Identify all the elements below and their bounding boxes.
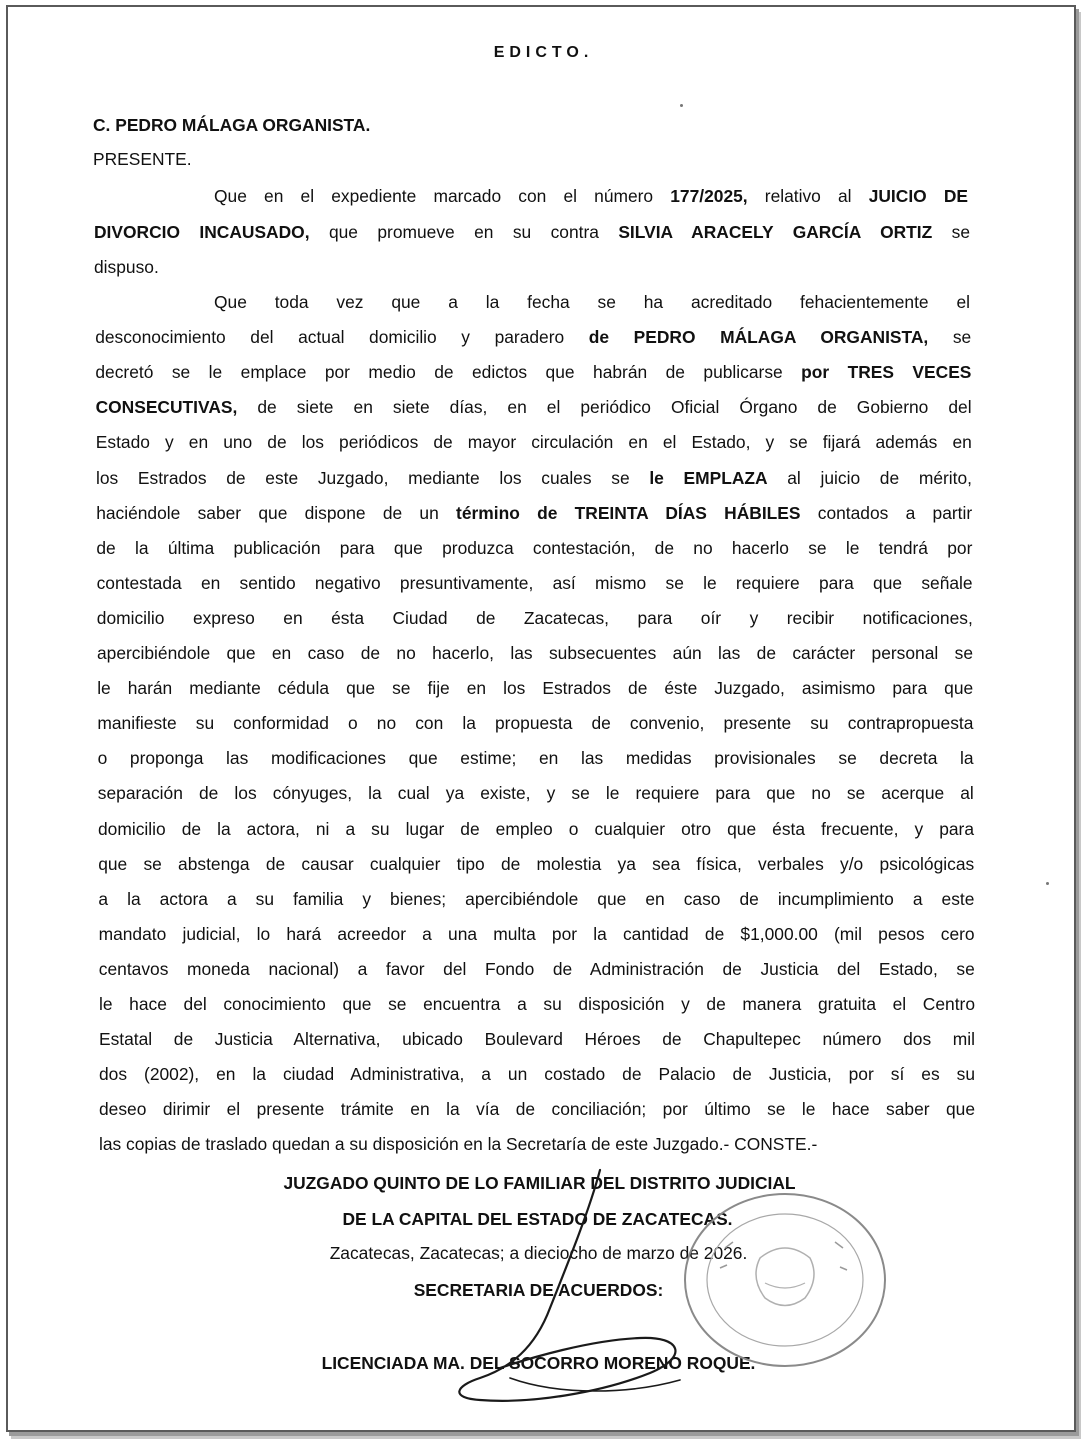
text-run: de la última publicación para que produzca contestación, de no hacerlo se le tendrá por [96, 537, 973, 558]
para2-line [95, 361, 971, 383]
text-run: contados a partir [800, 502, 973, 523]
text-run: término de TREINTA DÍAS HÁBILES [456, 502, 801, 523]
text-run: Que en el expediente marcado con el número [214, 186, 671, 206]
para2-line [97, 642, 973, 664]
text-run: las copias de traslado quedan a su disposición en la Secretaría de este Juzgado.- CONSTE.- [99, 1134, 818, 1155]
text-run: se [928, 327, 972, 348]
para2-line [97, 677, 973, 699]
text-run: centavos moneda nacional) a favor del Fondo de Administración de Justicia del Estado, se [98, 958, 975, 979]
text-run: Estado y en uno de los periódicos de mayor circulación en el Estado, y se fijará además en [95, 432, 972, 453]
para2-line [96, 467, 972, 489]
text-run: que promueve en su contra [309, 221, 619, 242]
para2-line [99, 923, 975, 945]
text-run: manifieste su conformidad o no con la propuesta de convenio, presente su contrapropuesta [97, 713, 974, 734]
text-run: de PEDRO MÁLAGA ORGANISTA, [588, 327, 929, 348]
text-run: DIVORCIO INCAUSADO, [94, 221, 310, 242]
para2-line [99, 1063, 975, 1085]
text-run: domicilio de la actora, ni a su lugar de empleo o cualquier otro que ésta frecuente, y para [98, 818, 974, 839]
para2-line [97, 607, 973, 629]
para2-line [99, 1098, 975, 1120]
text-run: los Estrados de este Juzgado, mediante los cuales se [96, 467, 650, 488]
text-run: a la actora a su familia y bienes; apercibiéndole que en caso de incumplimiento a este [98, 888, 975, 909]
para2-line [99, 1028, 975, 1050]
text-run: Estatal de Justicia Alternativa, ubicado Boulevard Héroes de Chapultepec número dos mil [99, 1029, 975, 1050]
para2-line [97, 572, 973, 594]
court-name-line-1: JUZGADO QUINTO DE LO FAMILIAR DEL DISTRITO JUDICIAL [283, 1173, 796, 1193]
text-run: le hace del conocimiento que se encuentra a su disposición y de manera gratuita el Centro [99, 994, 975, 1014]
para2-line [98, 853, 974, 875]
para2-line [98, 782, 974, 804]
para1-line [214, 185, 968, 207]
para2-line [96, 396, 972, 418]
para2-line [96, 502, 972, 524]
para2-line [99, 1133, 817, 1155]
para2-line [98, 888, 974, 910]
para2-line [99, 958, 975, 980]
text-run: CONSECUTIVAS, [95, 397, 238, 418]
place-date: Zacatecas, Zacatecas; a dieciocho de marzo de 2026. [329, 1243, 748, 1263]
text-run: contestada en sentido negativo presuntivamente, así mismo se le requiere para que señale [96, 572, 973, 593]
text-run: o proponga las modificaciones que estime; en las medidas provisionales se decreta la [97, 748, 974, 769]
text-run: desconocimiento del actual domicilio y paradero [95, 327, 589, 348]
para2-line [95, 326, 971, 348]
text-run: 177/2025, [670, 186, 748, 206]
para2-line [99, 993, 975, 1015]
para2-line [96, 431, 972, 453]
salutation: PRESENTE. [93, 149, 192, 169]
handwritten-signature [440, 1168, 770, 1408]
text-run: relativo al [747, 186, 869, 206]
document-title: EDICTO. [493, 44, 594, 61]
text-run: SILVIA ARACELY GARCÍA ORTIZ [618, 221, 933, 242]
para2-line [98, 747, 974, 769]
text-run: de siete en siete días, en el periódico Oficial Órgano de Gobierno del [237, 397, 972, 418]
text-run: dos (2002), en la ciudad Administrativa, a un costado de Palacio de Justicia, por sí es su [99, 1064, 975, 1085]
para2-line [97, 712, 973, 734]
office-title: SECRETARIA DE ACUERDOS: [413, 1280, 664, 1300]
para1-line [94, 256, 159, 278]
text-run: apercibiéndole que en caso de no hacerlo, las subsecuentes aún las de carácter personal se [97, 643, 973, 663]
signatory-name: LICENCIADA MA. DEL SOCORRO MORENO ROQUE. [321, 1353, 756, 1373]
text-run: JUICIO DE [868, 186, 968, 206]
text-run: decretó se le emplace por medio de edictos que habrán de publicarse [95, 362, 802, 383]
text-run: le EMPLAZA [649, 467, 768, 488]
text-run: mandato judicial, lo hará acreedor a una multa por la cantidad de $1,000.00 (mil pesos cero [98, 923, 975, 944]
scan-speck [680, 104, 683, 107]
scan-speck [1046, 882, 1049, 885]
text-run: por TRES VECES [801, 362, 972, 383]
court-name-line-2: DE LA CAPITAL DEL ESTADO DE ZACATECAS. [342, 1209, 733, 1229]
text-run: haciéndole saber que dispone de un [96, 502, 457, 523]
addressee: C. PEDRO MÁLAGA ORGANISTA. [93, 115, 371, 135]
text-run: separación de los cónyuges, la cual ya existe, y se le requiere para que no se acerque al [97, 783, 974, 804]
text-run: le harán mediante cédula que se fije en los Estrados de éste Juzgado, asimismo para que [97, 678, 974, 699]
text-run: al juicio de mérito, [767, 467, 972, 488]
text-run: domicilio expreso en ésta Ciudad de Zacatecas, para oír y recibir notificaciones, [96, 607, 973, 628]
text-run: dispuso. [94, 257, 159, 277]
text-run: que se abstenga de causar cualquier tipo de molestia ya sea física, verbales y/o psicológicas [98, 853, 975, 874]
para2-line [214, 291, 970, 313]
para2-line [98, 818, 974, 840]
text-run: Que toda vez que a la fecha se ha acreditado fehacientemente el [214, 292, 970, 312]
text-run: deseo dirimir el presente trámite en la vía de conciliación; por último se le hace saber que [99, 1099, 975, 1120]
para1-line [94, 221, 970, 243]
text-run: se [932, 221, 970, 242]
para2-line [96, 537, 972, 559]
